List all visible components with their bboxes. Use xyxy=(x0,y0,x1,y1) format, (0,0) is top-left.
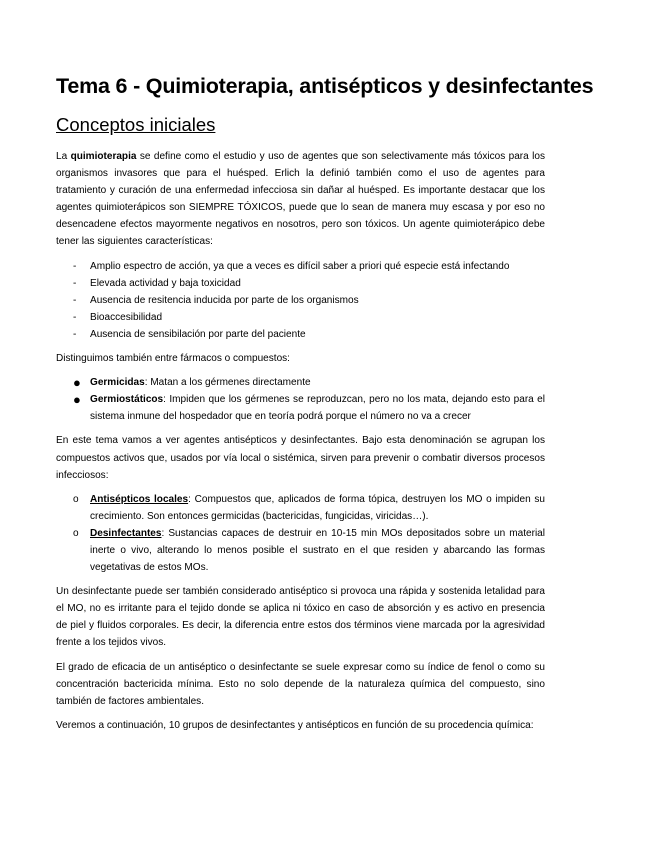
efficacy-paragraph: El grado de eficacia de un antiséptico o desinfectante se suele expresar como su índice de fenol o como su concentración bactericida mínima. Esto no solo depende de la naturaleza química del compuesto, sino también de factores ambientales. xyxy=(56,661,545,707)
definitions-list xyxy=(56,491,545,576)
document-body xyxy=(56,148,545,734)
circle-bullet-icon: o xyxy=(73,493,79,505)
disinfectant-paragraph: Un desinfectante puede ser también considerado antiséptico si provoca una rápida y sostenida letalidad para el MO, no es irritante para el tejido donde se aplica ni tóxico en caso de absorción y es activo en presencia de piel y fluidos corporales. Es decir, la diferencia entre estos dos términos viene marcada por la agresividad frente a los tejidos vivos. xyxy=(56,586,545,649)
list-item: - Ausencia de sensibilación por parte del paciente xyxy=(73,328,306,340)
groups-paragraph: Veremos a continuación, 10 grupos de desinfectantes y antisépticos en función de su procedencia química: xyxy=(56,719,534,731)
list-item: - Bioaccesibilidad xyxy=(73,311,163,323)
list-item: o Antisépticos locales: Compuestos que, aplicados de forma tópica, destruyen los MO o impiden su crecimiento. Son entonces germicidas (bactericidas, fungicidas, viricidas…). xyxy=(56,491,545,525)
list-item: ● Germicidas: Matan a los gérmenes directamente xyxy=(73,375,311,391)
bullet-icon: ● xyxy=(73,375,81,391)
bullet-icon: ● xyxy=(73,392,81,408)
topic-paragraph: En este tema vamos a ver agentes antisépticos y desinfectantes. Bajo esta denominación se agrupan los compuestos activos que, usados por vía local o sistémica, sirven para prevenir o combatir diversos procesos infecciosos: xyxy=(56,435,545,481)
compound-types-list xyxy=(56,374,545,425)
list-item: - Amplio espectro de acción, ya que a veces es difícil saber a priori qué especie está infectando xyxy=(73,260,510,272)
page-title: Tema 6 - Quimioterapia, antisépticos y desinfectantes xyxy=(56,74,594,98)
list-item: - Elevada actividad y baja toxicidad xyxy=(73,277,241,289)
list-item: o Desinfectantes: Sustancias capaces de destruir en 10-15 min MOs depositados sobre un material inerte o vivo, alterando lo menos posible el sustrato en el que residen y abarcando las formas vegetativas de estos MOs. xyxy=(56,525,545,576)
intro-paragraph: La quimioterapia se define como el estudio y uso de agentes que son selectivamente más tóxicos para los organismos invasores que para el huésped. Erlich la definió también como el uso de agentes para tratamiento y curación de una enfermedad infecciosa sin dañar al huésped. Es importante destacar que los agentes quimioterápicos son SIEMPRE TÓXICOS, puede que lo sean de manera muy escasa y por eso no desencadene efectos mayormente negativos en nosotros, pero son tóxicos. Un agente quimioterápico debe tener las siguientes características: xyxy=(56,151,545,248)
list-item: ● Germiostáticos: Impiden que los gérmenes se reproduzcan, pero no los mata, dejando esto para el sistema inmune del hospedador que en teoría podrá porque el número no va a crecer xyxy=(73,392,545,423)
distinguish-paragraph: Distinguimos también entre fármacos o compuestos: xyxy=(56,353,290,365)
characteristics-list xyxy=(56,258,545,343)
term-quimioterapia: quimioterapia xyxy=(70,151,137,162)
section-heading: Conceptos iniciales xyxy=(56,114,216,135)
list-item: - Ausencia de resitencia inducida por parte de los organismos xyxy=(73,294,359,306)
circle-bullet-icon: o xyxy=(73,527,79,539)
